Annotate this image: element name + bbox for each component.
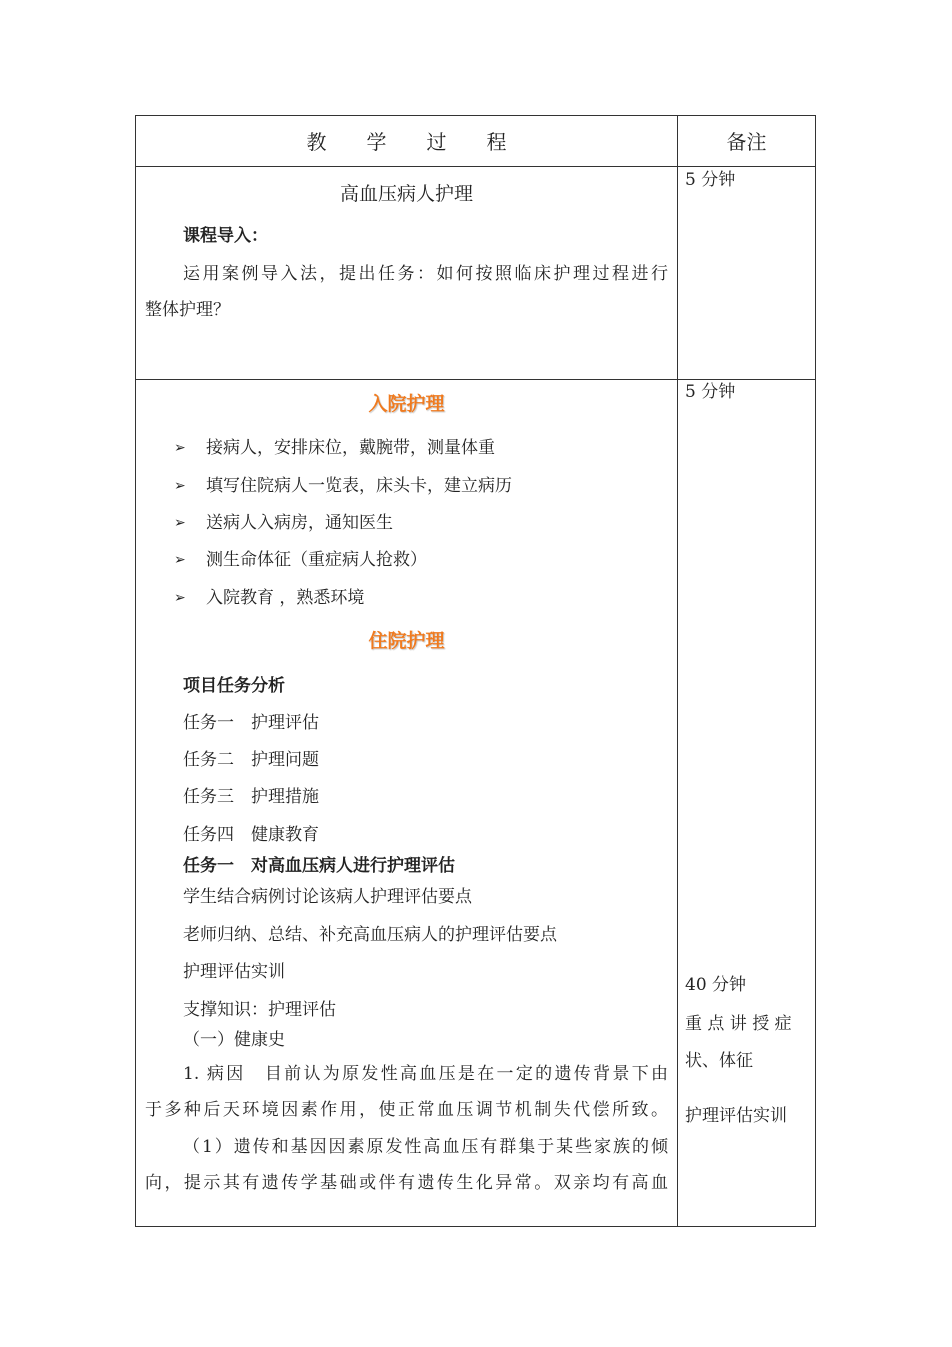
- task-item: 任务三 护理措施: [183, 787, 319, 807]
- lesson-table: [135, 115, 816, 1227]
- process-column-header: 教 学 过 程: [306, 130, 507, 154]
- bullet-icon: ➢: [174, 552, 186, 568]
- column-divider: [677, 116, 678, 1226]
- admission-item: 接病人，安排床位，戴腕带，测量体重: [206, 438, 495, 458]
- bullet-icon: ➢: [174, 478, 186, 494]
- bullet-icon: ➢: [174, 515, 186, 531]
- bullet-icon: ➢: [174, 440, 186, 456]
- focus-note: 状、体征: [685, 1051, 753, 1071]
- analysis-label: 项目任务分析: [183, 676, 285, 696]
- content-line: 支撑知识：护理评估: [183, 1000, 336, 1020]
- intro-line-2: 整体护理？: [145, 300, 230, 320]
- time-note: 40 分钟: [685, 975, 747, 995]
- paragraph-line: （1）遗传和基因因素原发性高血压有群集于某些家族的倾: [183, 1137, 668, 1157]
- intro-line-1: 运用案例导入法，提出任务：如何按照临床护理过程进行: [183, 264, 668, 284]
- section-title: 高血压病人护理: [339, 183, 473, 205]
- content-line: （一）健康史: [183, 1030, 285, 1050]
- bullet-icon: ➢: [174, 590, 186, 606]
- header-row-divider: [136, 166, 815, 167]
- task-item: 任务一 护理评估: [183, 713, 319, 733]
- paragraph-line: 1. 病因 目前认为原发性高血压是在一定的遗传背景下由: [183, 1064, 668, 1084]
- task-item: 任务二 护理问题: [183, 750, 319, 770]
- admission-title: 入院护理: [368, 393, 445, 415]
- inpatient-title: 住院护理: [368, 630, 445, 652]
- content-line: 护理评估实训: [183, 962, 285, 982]
- intro-label: 课程导入：: [183, 226, 268, 246]
- focus-note: 重 点 讲 授 症: [685, 1014, 792, 1034]
- task-item: 任务四 健康教育: [183, 825, 319, 845]
- content-line: 学生结合病例讨论该病人护理评估要点: [183, 887, 472, 907]
- admission-item: 入院教育 ，熟悉环境: [206, 588, 365, 608]
- paragraph-line: 向，提示其有遗传学基础或伴有遗传生化异常。双亲均有高血: [145, 1173, 668, 1193]
- admission-item: 送病人入病房，通知医生: [206, 513, 393, 533]
- section-row-divider: [136, 379, 815, 380]
- paragraph-line: 于多种后天环境因素作用，使正常血压调节机制失代偿所致。: [145, 1100, 668, 1120]
- content-line: 老师归纳、总结、补充高血压病人的护理评估要点: [183, 925, 557, 945]
- notes-column-header: 备注: [726, 130, 767, 154]
- admission-item: 测生命体征（重症病人抢救）: [206, 550, 427, 570]
- section2-note-top: 5 分钟: [685, 382, 736, 402]
- admission-item: 填写住院病人一览表，床头卡，建立病历: [206, 476, 512, 496]
- section1-note: 5 分钟: [685, 170, 736, 190]
- practice-note: 护理评估实训: [685, 1106, 787, 1126]
- task1-heading: 任务一 对高血压病人进行护理评估: [183, 856, 455, 876]
